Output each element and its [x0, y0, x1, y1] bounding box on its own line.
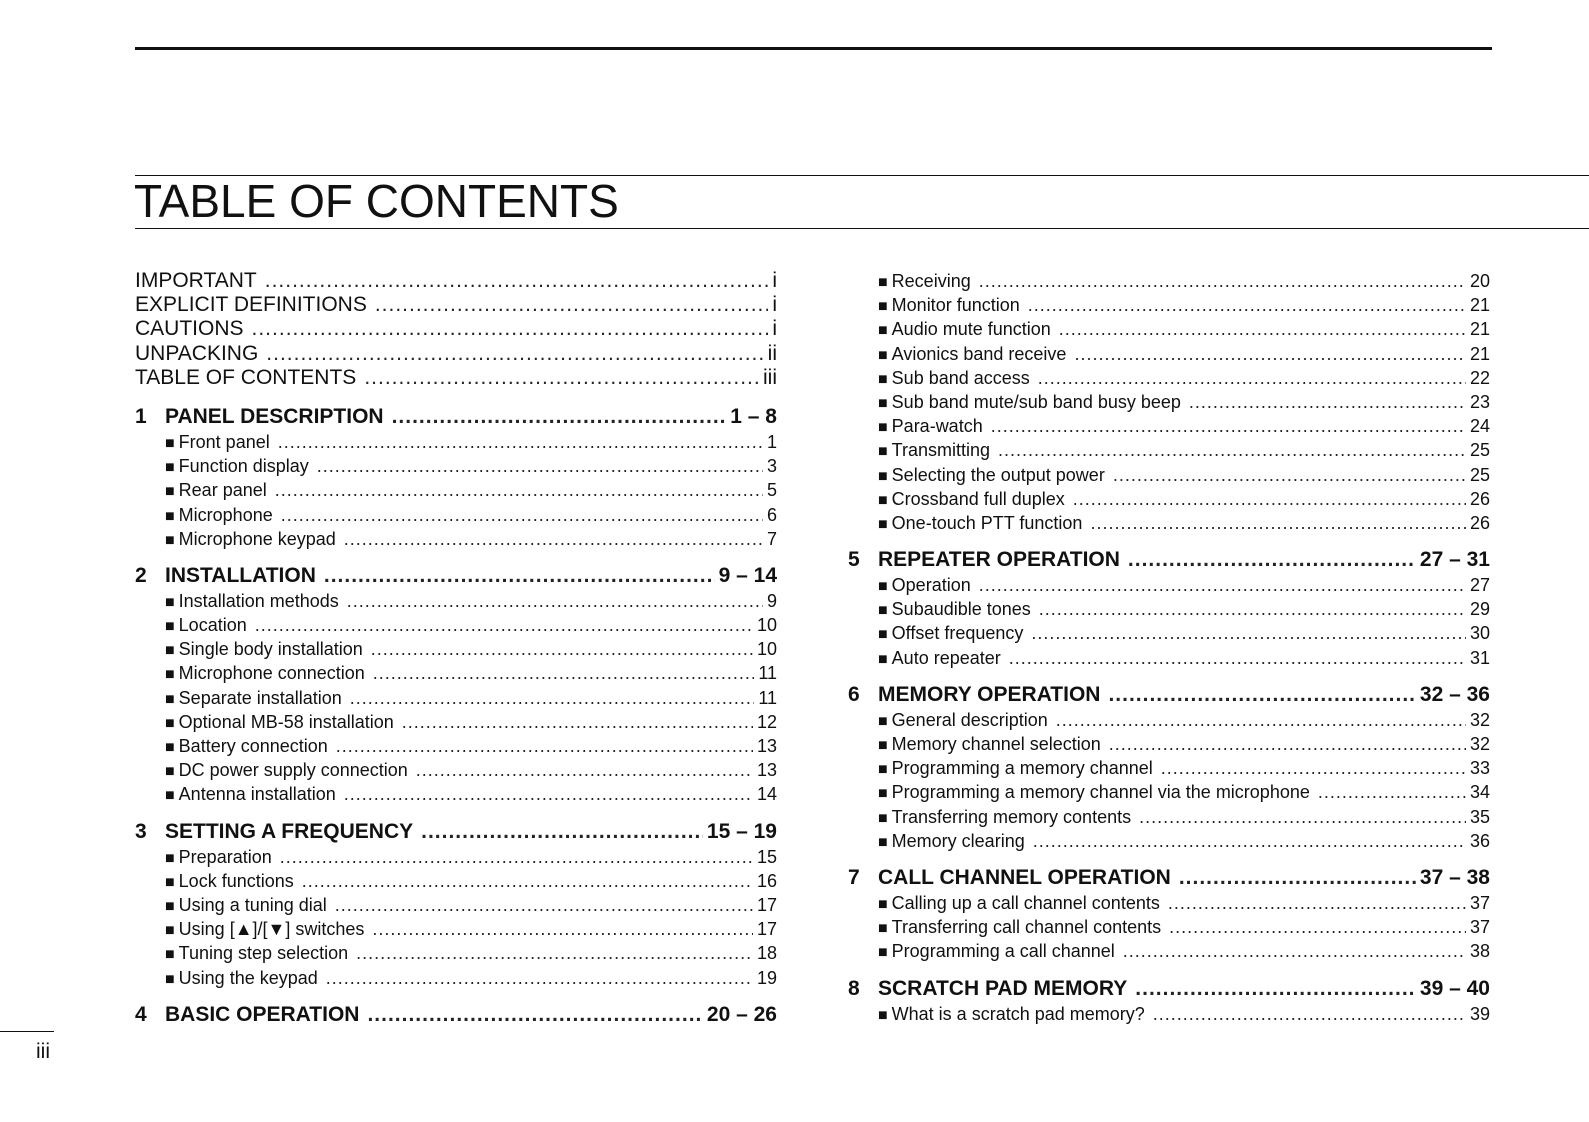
square-bullet-icon: ■: [878, 346, 888, 364]
section-number: 2: [135, 563, 147, 587]
toc-item-page: 3: [766, 456, 777, 477]
leader-dots: [1168, 891, 1466, 915]
toc-item-page: 9: [766, 590, 777, 611]
leader-dots: [1189, 390, 1466, 414]
square-bullet-icon: ■: [878, 944, 888, 962]
leader-dots: [1169, 915, 1466, 939]
toc-item-page: 26: [1469, 488, 1490, 509]
leader-dots: [275, 478, 763, 502]
square-bullet-icon: ■: [165, 483, 175, 501]
section-pages: 39 – 40: [1419, 976, 1490, 1000]
toc-item-page: 22: [1469, 367, 1490, 388]
toc-entry-label: EXPLICIT DEFINITIONS: [135, 293, 367, 317]
square-bullet-icon: ■: [165, 618, 175, 636]
leader-dots: [1056, 708, 1466, 732]
toc-item-page: 17: [756, 894, 777, 915]
toc-item-page: 15: [756, 846, 777, 867]
toc-item-label: Sub band mute/sub band busy beep: [891, 391, 1181, 412]
toc-column-right: [848, 269, 1490, 1026]
toc-item[interactable]: [848, 780, 1490, 804]
toc-item[interactable]: [135, 430, 777, 454]
leader-dots: [280, 845, 753, 869]
toc-column-left: [135, 269, 777, 1028]
toc-item-page: 25: [1469, 440, 1490, 461]
toc-item-label: One-touch PTT function: [891, 512, 1083, 533]
page-number: iii: [36, 1040, 50, 1063]
section-pages: 20 – 26: [706, 1002, 777, 1026]
toc-item-label: Using [▲]/[▼] switches: [178, 919, 365, 940]
toc-item-label: What is a scratch pad memory?: [891, 1003, 1145, 1024]
section-pages: 15 – 19: [706, 819, 777, 843]
toc-item-page: 21: [1469, 319, 1490, 340]
section-title: REPEATER OPERATION: [878, 548, 1120, 572]
leader-dots: [265, 269, 769, 293]
leader-dots: [335, 893, 753, 917]
toc-item[interactable]: [848, 511, 1490, 535]
toc-item[interactable]: [135, 661, 777, 685]
page-title: TABLE OF CONTENTS: [134, 175, 619, 227]
toc-item[interactable]: [848, 891, 1490, 915]
leader-dots: [367, 1002, 702, 1028]
leader-dots: [372, 917, 753, 941]
toc-item[interactable]: [135, 869, 777, 893]
leader-dots: [356, 941, 753, 965]
toc-item-page: 13: [756, 736, 777, 756]
toc-item-label: Avionics band receive: [891, 343, 1067, 364]
section-heading[interactable]: [848, 865, 1490, 891]
square-bullet-icon: ■: [878, 650, 888, 668]
square-bullet-icon: ■: [878, 833, 888, 851]
leader-dots: [350, 686, 755, 710]
section-number: 6: [848, 682, 860, 706]
toc-item-page: 31: [1469, 647, 1490, 668]
toc-item-page: 36: [1469, 830, 1490, 851]
leader-dots: [392, 404, 727, 430]
toc-entry-page: i: [772, 317, 777, 341]
top-rule: [135, 47, 1492, 50]
toc-item-page: 37: [1469, 892, 1490, 913]
square-bullet-icon: ■: [878, 298, 888, 316]
toc-item-page: 11: [758, 663, 777, 684]
section-heading[interactable]: [848, 976, 1490, 1002]
leader-dots: [1073, 487, 1466, 511]
toc-item-label: Separate installation: [178, 687, 342, 708]
square-bullet-icon: ■: [165, 849, 175, 867]
toc-item-label: Para-watch: [891, 416, 983, 437]
toc-item-page: 10: [756, 639, 777, 660]
toc-entry-label: TABLE OF CONTENTS: [135, 365, 357, 389]
square-bullet-icon: ■: [165, 642, 175, 660]
toc-item-page: 5: [766, 480, 777, 501]
toc-item-label: Installation methods: [178, 590, 339, 611]
square-bullet-icon: ■: [165, 690, 175, 708]
toc-item[interactable]: [848, 829, 1490, 853]
square-bullet-icon: ■: [165, 946, 175, 964]
leader-dots: [1139, 805, 1466, 829]
section-heading[interactable]: [135, 819, 777, 845]
toc-item-page: 10: [756, 615, 777, 636]
toc-item[interactable]: [135, 758, 777, 782]
toc-item[interactable]: [848, 646, 1490, 670]
toc-entry[interactable]: [135, 293, 777, 317]
toc-item-page: 39: [1469, 1003, 1490, 1024]
toc-item-label: Operation: [891, 575, 971, 596]
square-bullet-icon: ■: [878, 920, 888, 938]
toc-item-label: Selecting the output power: [891, 464, 1105, 485]
toc-entry-page: i: [772, 269, 777, 292]
leader-dots: [1074, 342, 1466, 366]
toc-item-page: 29: [1469, 599, 1490, 620]
toc-item-page: 38: [1469, 941, 1490, 962]
toc-item-page: 35: [1469, 806, 1490, 827]
toc-item-label: Subaudible tones: [891, 599, 1031, 620]
leader-dots: [371, 637, 753, 661]
square-bullet-icon: ■: [878, 761, 888, 779]
toc-entry-label: CAUTIONS: [135, 317, 244, 341]
toc-item[interactable]: [848, 573, 1490, 597]
section-pages: 9 – 14: [718, 563, 777, 587]
square-bullet-icon: ■: [878, 467, 888, 485]
section-number: 1: [135, 404, 147, 428]
leader-dots: [979, 573, 1466, 597]
leader-dots: [998, 438, 1466, 462]
footer-rule: [0, 1031, 54, 1032]
square-bullet-icon: ■: [878, 737, 888, 754]
square-bullet-icon: ■: [878, 712, 888, 730]
toc-item-label: Microphone: [178, 504, 273, 525]
toc-item[interactable]: [135, 966, 777, 990]
toc-item[interactable]: [135, 941, 777, 965]
square-bullet-icon: ■: [165, 714, 175, 732]
section-number: 8: [848, 976, 860, 1000]
square-bullet-icon: ■: [878, 370, 888, 388]
square-bullet-icon: ■: [165, 873, 175, 891]
toc-item-label: Using the keypad: [178, 967, 318, 988]
toc-item-label: Programming a call channel: [891, 941, 1115, 962]
toc-item-label: Lock functions: [178, 870, 294, 891]
leader-dots: [252, 317, 769, 341]
toc-item-label: Crossband full duplex: [891, 488, 1065, 509]
leader-dots: [979, 269, 1466, 293]
toc-item[interactable]: [848, 732, 1490, 756]
leader-dots: [326, 966, 753, 990]
leader-dots: [302, 869, 753, 893]
leader-dots: [1039, 597, 1466, 621]
square-bullet-icon: ■: [165, 739, 175, 756]
toc-item-label: Microphone connection: [178, 663, 365, 684]
leader-dots: [1108, 682, 1415, 708]
square-bullet-icon: ■: [878, 274, 888, 291]
leader-dots: [344, 527, 763, 551]
square-bullet-icon: ■: [878, 443, 888, 461]
toc-item-page: 26: [1469, 512, 1490, 533]
toc-item[interactable]: [848, 939, 1490, 963]
toc-item[interactable]: [848, 1002, 1490, 1026]
leader-dots: [1031, 621, 1466, 645]
square-bullet-icon: ■: [878, 809, 888, 827]
section-pages: 27 – 31: [1419, 548, 1490, 572]
toc-item-page: 27: [1469, 575, 1490, 596]
toc-item-label: Antenna installation: [178, 784, 336, 805]
toc-item-label: Optional MB-58 installation: [178, 711, 394, 732]
toc-item-page: 32: [1469, 709, 1490, 730]
square-bullet-icon: ■: [165, 897, 175, 915]
square-bullet-icon: ■: [165, 507, 175, 525]
square-bullet-icon: ■: [165, 531, 175, 549]
toc-item-label: Programming a memory channel via the microphone: [891, 782, 1310, 803]
toc-item[interactable]: [135, 527, 777, 551]
toc-item-page: 25: [1469, 464, 1490, 485]
section-title: CALL CHANNEL OPERATION: [878, 865, 1171, 889]
leader-dots: [1318, 780, 1466, 804]
toc-item[interactable]: [848, 621, 1490, 645]
section-title: INSTALLATION: [165, 563, 316, 587]
toc-item-label: Preparation: [178, 846, 272, 867]
toc-item-label: Location: [178, 615, 247, 636]
leader-dots: [416, 758, 753, 782]
leader-dots: [1038, 366, 1466, 390]
square-bullet-icon: ■: [165, 922, 175, 940]
leader-dots: [402, 710, 753, 734]
toc-item[interactable]: [848, 366, 1490, 390]
leader-dots: [347, 589, 763, 613]
leader-dots: [373, 661, 755, 685]
toc-item-page: 37: [1469, 917, 1490, 938]
toc-item[interactable]: [848, 317, 1490, 341]
toc-item[interactable]: [848, 269, 1490, 293]
toc-item-page: 11: [758, 687, 777, 708]
toc-item[interactable]: [135, 686, 777, 710]
section-title: SETTING A FREQUENCY: [165, 819, 414, 843]
toc-item-label: Calling up a call channel contents: [891, 892, 1160, 913]
toc-item-page: 33: [1469, 758, 1490, 779]
leader-dots: [1161, 756, 1466, 780]
toc-item[interactable]: [135, 503, 777, 527]
toc-item-label: DC power supply connection: [178, 760, 408, 781]
toc-item-page: 23: [1469, 391, 1490, 412]
toc-item[interactable]: [848, 805, 1490, 829]
toc-item-page: 12: [756, 711, 777, 732]
toc-item-label: Single body installation: [178, 639, 363, 660]
square-bullet-icon: ■: [878, 895, 888, 913]
leader-dots: [344, 782, 753, 806]
toc-entry-label: IMPORTANT: [135, 269, 257, 292]
toc-item-page: 21: [1469, 343, 1490, 364]
toc-item-label: Audio mute function: [891, 319, 1051, 340]
leader-dots: [1059, 317, 1466, 341]
square-bullet-icon: ■: [878, 491, 888, 509]
leader-dots: [1009, 646, 1466, 670]
toc-item[interactable]: [135, 917, 777, 941]
leader-dots: [266, 342, 763, 366]
leader-dots: [281, 503, 763, 527]
toc-item[interactable]: [135, 478, 777, 502]
square-bullet-icon: ■: [165, 970, 175, 988]
leader-dots: [375, 293, 769, 317]
toc-entry[interactable]: [135, 366, 777, 390]
toc-item-page: 6: [766, 504, 777, 525]
toc-item-page: 34: [1469, 782, 1490, 803]
square-bullet-icon: ■: [165, 763, 175, 781]
toc-item-label: Sub band access: [891, 367, 1030, 388]
square-bullet-icon: ■: [878, 785, 888, 803]
toc-item[interactable]: [848, 756, 1490, 780]
leader-dots: [1123, 939, 1466, 963]
leader-dots: [1109, 732, 1466, 756]
toc-item-page: 7: [766, 528, 777, 549]
section-pages: 32 – 36: [1419, 682, 1490, 706]
title-rule-bottom: [135, 228, 1589, 229]
section-number: 5: [848, 548, 860, 572]
toc-item-label: Transferring call channel contents: [891, 917, 1162, 938]
toc-item-page: 17: [756, 919, 777, 940]
toc-item-page: 18: [756, 943, 777, 964]
section-heading[interactable]: [135, 404, 777, 430]
toc-item-page: 20: [1469, 271, 1490, 291]
toc-item[interactable]: [135, 710, 777, 734]
square-bullet-icon: ■: [165, 434, 175, 452]
toc-item-page: 1: [766, 431, 777, 452]
toc-item-label: Front panel: [178, 431, 270, 452]
toc-item-label: Offset frequency: [891, 623, 1024, 644]
toc-entry-page: ii: [767, 341, 777, 365]
toc-item-label: Tuning step selection: [178, 943, 349, 964]
toc-item-label: Transmitting: [891, 440, 991, 461]
square-bullet-icon: ■: [878, 626, 888, 644]
section-number: 4: [135, 1002, 147, 1026]
toc-item[interactable]: [135, 845, 777, 869]
toc-item[interactable]: [135, 589, 777, 613]
toc-item[interactable]: [848, 293, 1490, 317]
toc-item[interactable]: [135, 454, 777, 478]
toc-item-label: Auto repeater: [891, 647, 1001, 668]
section-title: SCRATCH PAD MEMORY: [878, 976, 1128, 1000]
square-bullet-icon: ■: [165, 459, 175, 477]
toc-item[interactable]: [135, 782, 777, 806]
section-heading[interactable]: [848, 682, 1490, 708]
section-number: 7: [848, 865, 860, 889]
leader-dots: [255, 613, 753, 637]
leader-dots: [991, 414, 1466, 438]
toc-item[interactable]: [848, 342, 1490, 366]
leader-dots: [1113, 463, 1466, 487]
toc-item[interactable]: [848, 463, 1490, 487]
toc-entry-page: iii: [763, 365, 777, 389]
square-bullet-icon: ■: [165, 787, 175, 805]
leader-dots: [1033, 829, 1466, 853]
toc-item-page: 14: [756, 784, 777, 805]
square-bullet-icon: ■: [878, 394, 888, 412]
toc-entry-label: UNPACKING: [135, 341, 259, 365]
toc-item[interactable]: [135, 893, 777, 917]
leader-dots: [278, 430, 763, 454]
toc-item[interactable]: [848, 708, 1490, 732]
toc-item-page: 30: [1469, 623, 1490, 644]
toc-item[interactable]: [848, 597, 1490, 621]
section-heading[interactable]: [135, 1002, 777, 1028]
leader-dots: [1090, 511, 1466, 535]
leader-dots: [324, 563, 715, 589]
toc-item[interactable]: [135, 613, 777, 637]
square-bullet-icon: ■: [878, 322, 888, 340]
toc-item-page: 19: [756, 967, 777, 988]
leader-dots: [421, 819, 703, 845]
toc-item[interactable]: [848, 438, 1490, 462]
toc-item-label: Battery connection: [178, 736, 328, 756]
square-bullet-icon: ■: [878, 419, 888, 437]
leader-dots: [1128, 547, 1416, 573]
toc-item-label: General description: [891, 709, 1048, 730]
leader-dots: [1028, 293, 1466, 317]
toc-item-page: 21: [1469, 295, 1490, 316]
toc-entry-page: i: [772, 293, 777, 317]
section-pages: 1 – 8: [730, 404, 777, 428]
toc-item-page: 32: [1469, 734, 1490, 754]
toc-item[interactable]: [135, 734, 777, 758]
toc-item-label: Memory clearing: [891, 830, 1025, 851]
section-pages: 37 – 38: [1419, 865, 1490, 889]
toc-item-label: Function display: [178, 456, 309, 477]
square-bullet-icon: ■: [878, 515, 888, 533]
toc-item-label: Using a tuning dial: [178, 894, 327, 915]
toc-item-label: Transferring memory contents: [891, 806, 1132, 827]
square-bullet-icon: ■: [878, 578, 888, 596]
square-bullet-icon: ■: [878, 1006, 888, 1024]
toc-item[interactable]: [848, 487, 1490, 511]
toc-item[interactable]: [135, 637, 777, 661]
leader-dots: [364, 366, 759, 390]
toc-item[interactable]: [848, 915, 1490, 939]
toc-item-label: Monitor function: [891, 295, 1020, 316]
square-bullet-icon: ■: [165, 666, 175, 684]
toc-item-page: 16: [756, 870, 777, 891]
section-title: BASIC OPERATION: [165, 1002, 360, 1026]
section-heading[interactable]: [135, 563, 777, 589]
leader-dots: [1135, 976, 1416, 1002]
toc-item[interactable]: [848, 414, 1490, 438]
toc-item-label: Microphone keypad: [178, 528, 336, 549]
toc-entry[interactable]: [135, 342, 777, 366]
toc-entry[interactable]: [135, 269, 777, 293]
toc-item-label: Programming a memory channel: [891, 758, 1153, 779]
toc-item[interactable]: [848, 390, 1490, 414]
toc-item-label: Rear panel: [178, 480, 267, 501]
section-heading[interactable]: [848, 547, 1490, 573]
leader-dots: [1179, 865, 1416, 891]
leader-dots: [317, 454, 763, 478]
section-title: PANEL DESCRIPTION: [165, 404, 384, 428]
toc-item-page: 24: [1469, 416, 1490, 437]
toc-item-label: Memory channel selection: [891, 734, 1101, 754]
toc-entry[interactable]: [135, 317, 777, 341]
leader-dots: [336, 734, 753, 758]
square-bullet-icon: ■: [165, 593, 175, 611]
section-number: 3: [135, 819, 147, 843]
toc-item-label: Receiving: [891, 271, 971, 291]
leader-dots: [1153, 1002, 1466, 1026]
section-title: MEMORY OPERATION: [878, 682, 1101, 706]
toc-item-page: 13: [756, 760, 777, 781]
square-bullet-icon: ■: [878, 602, 888, 620]
